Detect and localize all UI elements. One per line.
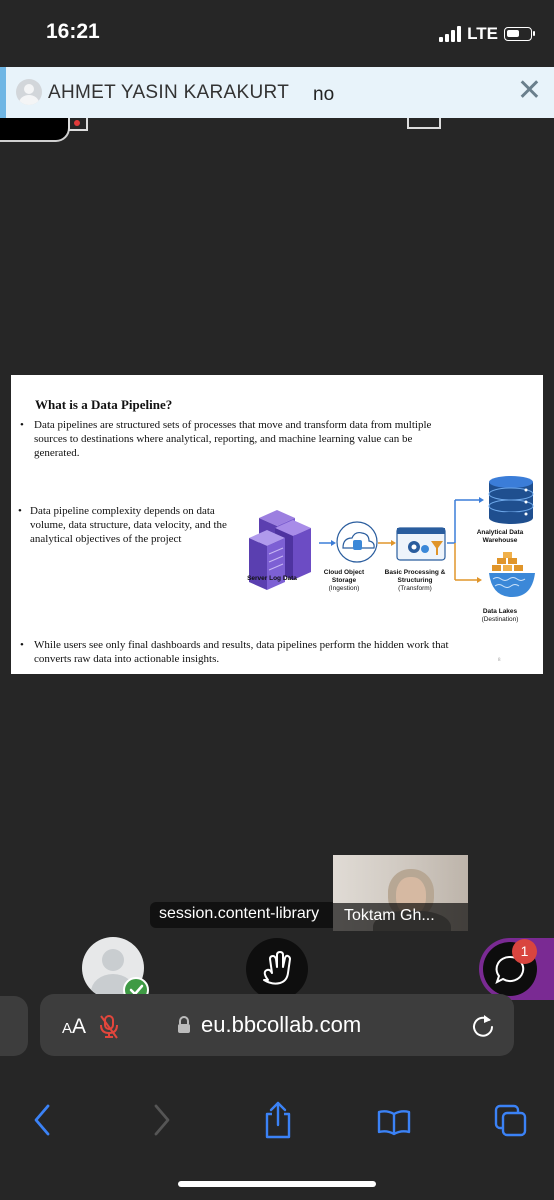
caption-overlay: session.content-library <box>150 902 334 928</box>
home-indicator[interactable] <box>178 1181 376 1187</box>
slide-title: What is a Data Pipeline? <box>35 397 173 412</box>
raise-hand-icon <box>246 938 308 1000</box>
microphone-muted-icon[interactable] <box>98 1014 120 1040</box>
cloud-storage-icon <box>337 522 377 562</box>
slide-bullet: • While users see only final dashboards and results, data pipelines perform the hidden work that converts raw data into actionable insights. <box>20 639 449 665</box>
lakes-label: Data Lakes (Destination) <box>481 608 519 623</box>
back-icon[interactable] <box>30 1102 54 1138</box>
notification-message: no <box>313 84 335 105</box>
notification-sender: AHMET YASIN KARAKURT <box>48 82 290 103</box>
layout-toggle-button[interactable] <box>407 118 441 129</box>
status-time: 16:21 <box>46 20 100 43</box>
reload-icon[interactable] <box>470 1012 496 1040</box>
text-size-button[interactable]: AA <box>62 1015 87 1038</box>
sender-avatar <box>16 79 42 105</box>
session-menu-button[interactable] <box>0 118 70 142</box>
pipeline-diagram <box>239 470 543 630</box>
raise-hand-button[interactable] <box>246 938 308 1000</box>
share-icon[interactable] <box>262 1100 294 1140</box>
data-warehouse-icon <box>489 476 533 524</box>
url-text[interactable]: eu.bbcollab.com <box>201 1012 362 1037</box>
participant-name: Toktam Gh... <box>333 903 468 931</box>
slide-page-number: 8 <box>498 658 501 663</box>
bookmarks-icon[interactable] <box>376 1108 412 1136</box>
previous-tab-preview[interactable] <box>0 996 28 1056</box>
recording-icon <box>68 118 88 131</box>
processing-icon <box>397 528 445 560</box>
slide-bullet: • Data pipelines are structured sets of processes that move and transform data from multiple sources to destinations where analytical, reporting, and machine learning value can be generated. <box>20 419 432 459</box>
forward-icon[interactable] <box>150 1102 174 1138</box>
chat-notification-banner[interactable] <box>0 67 554 118</box>
battery-icon <box>504 27 532 41</box>
warehouse-label: Analytical Data Warehouse <box>476 529 524 544</box>
storage-label: Cloud Object Storage (Ingestion) <box>323 569 365 592</box>
slide-bullet: • Data pipeline complexity depends on data volume, data structure, data velocity, and the analytical objectives of the project <box>18 505 227 545</box>
close-icon[interactable]: ✕ <box>516 74 542 107</box>
processing-label: Basic Processing & Structuring (Transform) <box>384 569 446 592</box>
unread-badge: 1 <box>512 939 537 964</box>
status-indicators <box>439 24 532 44</box>
lock-icon <box>177 1016 191 1034</box>
data-lake-icon <box>489 552 535 597</box>
shared-content-slide <box>11 375 543 674</box>
network-type: LTE <box>467 24 498 43</box>
signal-bars-icon <box>439 26 461 42</box>
tabs-icon[interactable] <box>494 1104 528 1138</box>
server-label: Server Log Data <box>247 575 297 582</box>
